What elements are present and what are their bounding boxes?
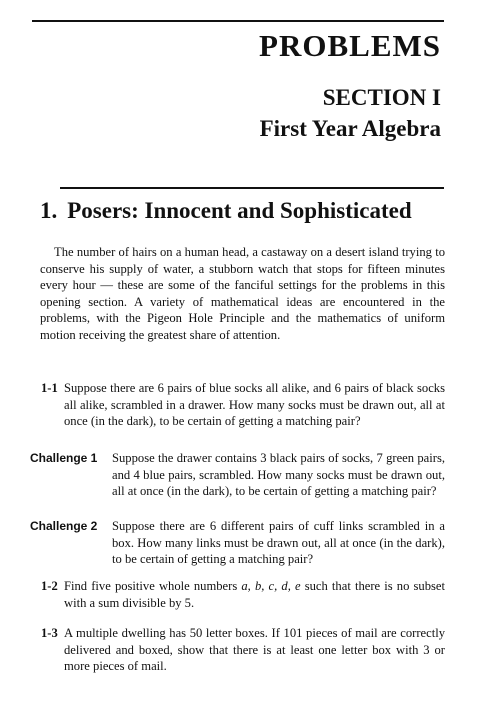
- problem-label: 1-1: [41, 381, 58, 395]
- challenge-1: [30, 450, 445, 500]
- challenge-2: [30, 518, 445, 568]
- problem-text: Suppose there are 6 pairs of blue socks all alike, and 6 pairs of black socks all alike, scrambled in a drawer. How many socks must be drawn out, all at once (in the dark), to be certain of getting a matching pair?: [64, 381, 445, 428]
- problem-1-2: [41, 578, 445, 611]
- challenge-text: Suppose there are 6 different pairs of cuff links scrambled in a box. How many links must be drawn out, all at once (in the dark), to be certain of getting a matching pair?: [112, 519, 445, 566]
- problem-1-3: [41, 625, 445, 675]
- chapter-title: Posers: Innocent and Sophisticated: [67, 198, 412, 223]
- problem-text-end: such that there is no subset with a sum divisible by 5.: [64, 579, 445, 610]
- section-subject: First Year Algebra: [259, 116, 441, 141]
- intro-paragraph: The number of hairs on a human head, a castaway on a desert island trying to conserve his supply of water, a stubborn watch that stops for fifteen minutes every hour — these are some of the fanciful settings for the problems in this opening section. A variety of mathematical ideas are encountered in the problems, with the Pigeon Hole Principle and the mathematics of uniform motion receiving the greatest share of attention.: [40, 245, 445, 342]
- chapter-heading: [40, 198, 412, 224]
- problem-label: 1-2: [41, 579, 58, 593]
- problem-label: 1-3: [41, 626, 58, 640]
- problem-1-1: [41, 380, 445, 430]
- section-heading: SECTION I: [322, 85, 441, 110]
- top-rule: [32, 20, 444, 22]
- challenge-label: Challenge 2: [30, 519, 98, 533]
- problem-text: A multiple dwelling has 50 letter boxes. If 101 pieces of mail are correctly delivered and boxed, show that there is at least one letter box with 3 or more pieces of mail.: [64, 626, 445, 673]
- problem-text-start: Find five positive whole numbers: [64, 579, 242, 593]
- problem-variables: a, b, c, d, e: [241, 579, 301, 593]
- chapter-number: 1.: [40, 198, 58, 223]
- challenge-text: Suppose the drawer contains 3 black pairs of socks, 7 green pairs, and 4 blue pairs, scrambled. How many socks must be drawn out, all at once (in the dark), to be certain of getting a matching pair?: [112, 451, 445, 498]
- section-rule: [60, 187, 444, 189]
- challenge-label: Challenge 1: [30, 451, 98, 465]
- page-title: PROBLEMS: [259, 28, 441, 63]
- problem-text: [64, 578, 445, 611]
